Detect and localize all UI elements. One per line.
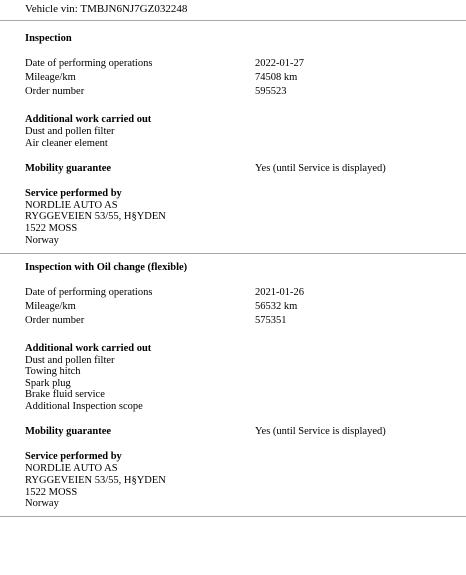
order-value: 595523 — [255, 86, 287, 97]
vehicle-vin: Vehicle vin: TMBJN6NJ7GZ032248 — [25, 3, 188, 15]
mobility-value: Yes (until Service is displayed) — [255, 163, 386, 174]
dealer-line: Norway — [25, 235, 59, 246]
work-item: Additional Inspection scope — [25, 401, 143, 412]
work-item: Air cleaner element — [25, 138, 108, 149]
order-value: 575351 — [255, 315, 287, 326]
dealer-line: NORDLIE AUTO AS — [25, 200, 118, 211]
divider — [0, 253, 466, 254]
work-item: Towing hitch — [25, 366, 81, 377]
dealer-line: 1522 MOSS — [25, 223, 78, 234]
date-label: Date of performing operations — [25, 287, 153, 298]
service-title: Inspection with Oil change (flexible) — [25, 262, 188, 273]
work-item: Brake fluid service — [25, 389, 105, 400]
date-value: 2022-01-27 — [255, 58, 304, 69]
mobility-value: Yes (until Service is displayed) — [255, 426, 386, 437]
order-label: Order number — [25, 86, 85, 97]
mobility-label: Mobility guarantee — [25, 426, 112, 437]
date-value: 2021-01-26 — [255, 287, 304, 298]
performed-by-heading: Service performed by — [25, 188, 122, 199]
service-title: Inspection — [25, 33, 72, 44]
mileage-value: 56532 km — [255, 301, 298, 312]
dealer-line: RYGGEVEIEN 53/55, H§YDEN — [25, 211, 166, 222]
dealer-line: 1522 MOSS — [25, 487, 78, 498]
divider — [0, 516, 466, 517]
order-label: Order number — [25, 315, 85, 326]
divider — [0, 20, 466, 21]
dealer-line: NORDLIE AUTO AS — [25, 463, 118, 474]
mileage-value: 74508 km — [255, 72, 298, 83]
mileage-label: Mileage/km — [25, 301, 76, 312]
work-item: Spark plug — [25, 378, 71, 389]
additional-work-heading: Additional work carried out — [25, 343, 152, 354]
work-item: Dust and pollen filter — [25, 126, 115, 137]
work-item: Dust and pollen filter — [25, 355, 115, 366]
mobility-label: Mobility guarantee — [25, 163, 112, 174]
performed-by-heading: Service performed by — [25, 451, 122, 462]
date-label: Date of performing operations — [25, 58, 153, 69]
dealer-line: Norway — [25, 498, 59, 509]
mileage-label: Mileage/km — [25, 72, 76, 83]
dealer-line: RYGGEVEIEN 53/55, H§YDEN — [25, 475, 166, 486]
additional-work-heading: Additional work carried out — [25, 114, 152, 125]
